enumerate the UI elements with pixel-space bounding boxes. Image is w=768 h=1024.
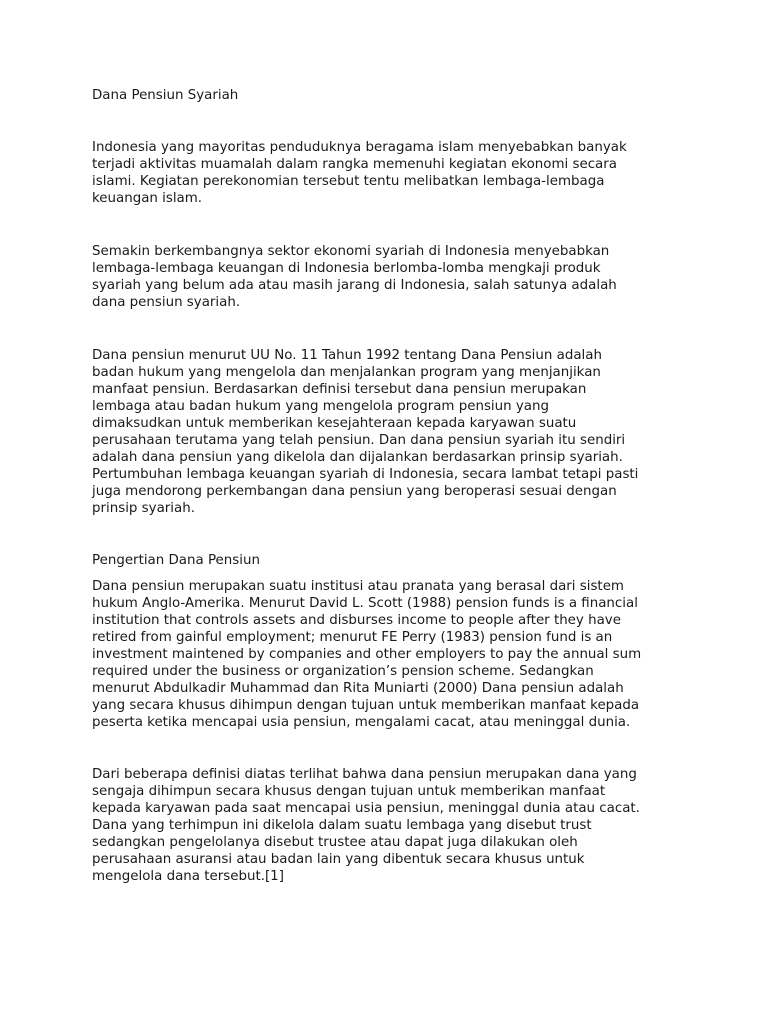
paragraph-line: retired from gainful employment; menurut FE Perry (1983) pension fund is an xyxy=(92,630,613,645)
paragraph-line: syariah yang belum ada atau masih jarang di Indonesia, salah satunya adalah xyxy=(92,278,617,293)
paragraph-5 xyxy=(92,766,692,885)
paragraph-line: keuangan islam. xyxy=(92,191,203,206)
paragraph-line: Dari beberapa definisi diatas terlihat bahwa dana pensiun merupakan dana yang xyxy=(92,767,637,782)
paragraph-line: lembaga atau badan hukum yang mengelola program pensiun yang xyxy=(92,399,549,414)
paragraph-line: sengaja dihimpun secara khusus dengan tujuan untuk memberikan manfaat xyxy=(92,784,606,799)
paragraph-line: Indonesia yang mayoritas penduduknya beragama islam menyebabkan banyak xyxy=(92,140,627,155)
paragraph-line: Semakin berkembangnya sektor ekonomi syariah di Indonesia menyebabkan xyxy=(92,244,610,259)
paragraph-line: sedangkan pengelolanya disebut trustee atau dapat juga dilakukan oleh xyxy=(92,835,578,850)
paragraph-line: menurut Abdulkadir Muhammad dan Rita Muniarti (2000) Dana pensiun adalah xyxy=(92,681,624,696)
paragraph-line: Dana pensiun menurut UU No. 11 Tahun 1992 tentang Dana Pensiun adalah xyxy=(92,348,602,363)
paragraph-line: investment maintened by companies and other employers to pay the annual sum xyxy=(92,647,642,662)
section-heading: Pengertian Dana Pensiun xyxy=(92,553,260,568)
paragraph-line: islami. Kegiatan perekonomian tersebut tentu melibatkan lembaga-lembaga xyxy=(92,174,605,189)
document-body xyxy=(92,87,692,885)
paragraph-line: kepada karyawan pada saat mencapai usia pensiun, meninggal dunia atau cacat. xyxy=(92,801,640,816)
paragraph-line: badan hukum yang mengelola dan menjalankan program yang menjanjikan xyxy=(92,365,601,380)
paragraph-2 xyxy=(92,243,692,311)
paragraph-line: juga mendorong perkembangan dana pensiun yang beroperasi sesuai dengan xyxy=(92,484,617,499)
paragraph-line: terjadi aktivitas muamalah dalam rangka memenuhi kegiatan ekonomi secara xyxy=(92,157,617,172)
paragraph-line: dimaksudkan untuk memberikan kesejahteraan kepada karyawan suatu xyxy=(92,416,577,431)
paragraph-3 xyxy=(92,347,692,517)
document-title: Dana Pensiun Syariah xyxy=(92,88,239,103)
paragraph-line: Dana pensiun merupakan suatu institusi atau pranata yang berasal dari sistem xyxy=(92,579,624,594)
paragraph-line: mengelola dana tersebut.[1] xyxy=(92,869,284,884)
paragraph-line: dana pensiun syariah. xyxy=(92,295,241,310)
paragraph-line: manfaat pensiun. Berdasarkan definisi tersebut dana pensiun merupakan xyxy=(92,382,587,397)
paragraph-line: hukum Anglo-Amerika. Menurut David L. Scott (1988) pension funds is a financial xyxy=(92,596,638,611)
paragraph-line: Pertumbuhan lembaga keuangan syariah di Indonesia, secara lambat tetapi pasti xyxy=(92,467,639,482)
paragraph-1 xyxy=(92,139,692,207)
paragraph-line: adalah dana pensiun yang dikelola dan dijalankan berdasarkan prinsip syariah. xyxy=(92,450,623,465)
paragraph-line: yang secara khusus dihimpun dengan tujuan untuk memberikan manfaat kepada xyxy=(92,698,640,713)
paragraph-line: required under the business or organization’s pension scheme. Sedangkan xyxy=(92,664,594,679)
paragraph-line: institution that controls assets and disburses income to people after they have xyxy=(92,613,621,628)
paragraph-line: lembaga-lembaga keuangan di Indonesia berlomba-lomba mengkaji produk xyxy=(92,261,601,276)
paragraph-4 xyxy=(92,578,692,731)
paragraph-line: perusahaan terutama yang telah pensiun. Dan dana pensiun syariah itu sendiri xyxy=(92,433,626,448)
paragraph-line: prinsip syariah. xyxy=(92,501,195,516)
paragraph-line: perusahaan asuransi atau badan lain yang dibentuk secara khusus untuk xyxy=(92,852,585,867)
paragraph-line: peserta ketika mencapai usia pensiun, mengalami cacat, atau meninggal dunia. xyxy=(92,715,631,730)
paragraph-line: Dana yang terhimpun ini dikelola dalam suatu lembaga yang disebut trust xyxy=(92,818,592,833)
